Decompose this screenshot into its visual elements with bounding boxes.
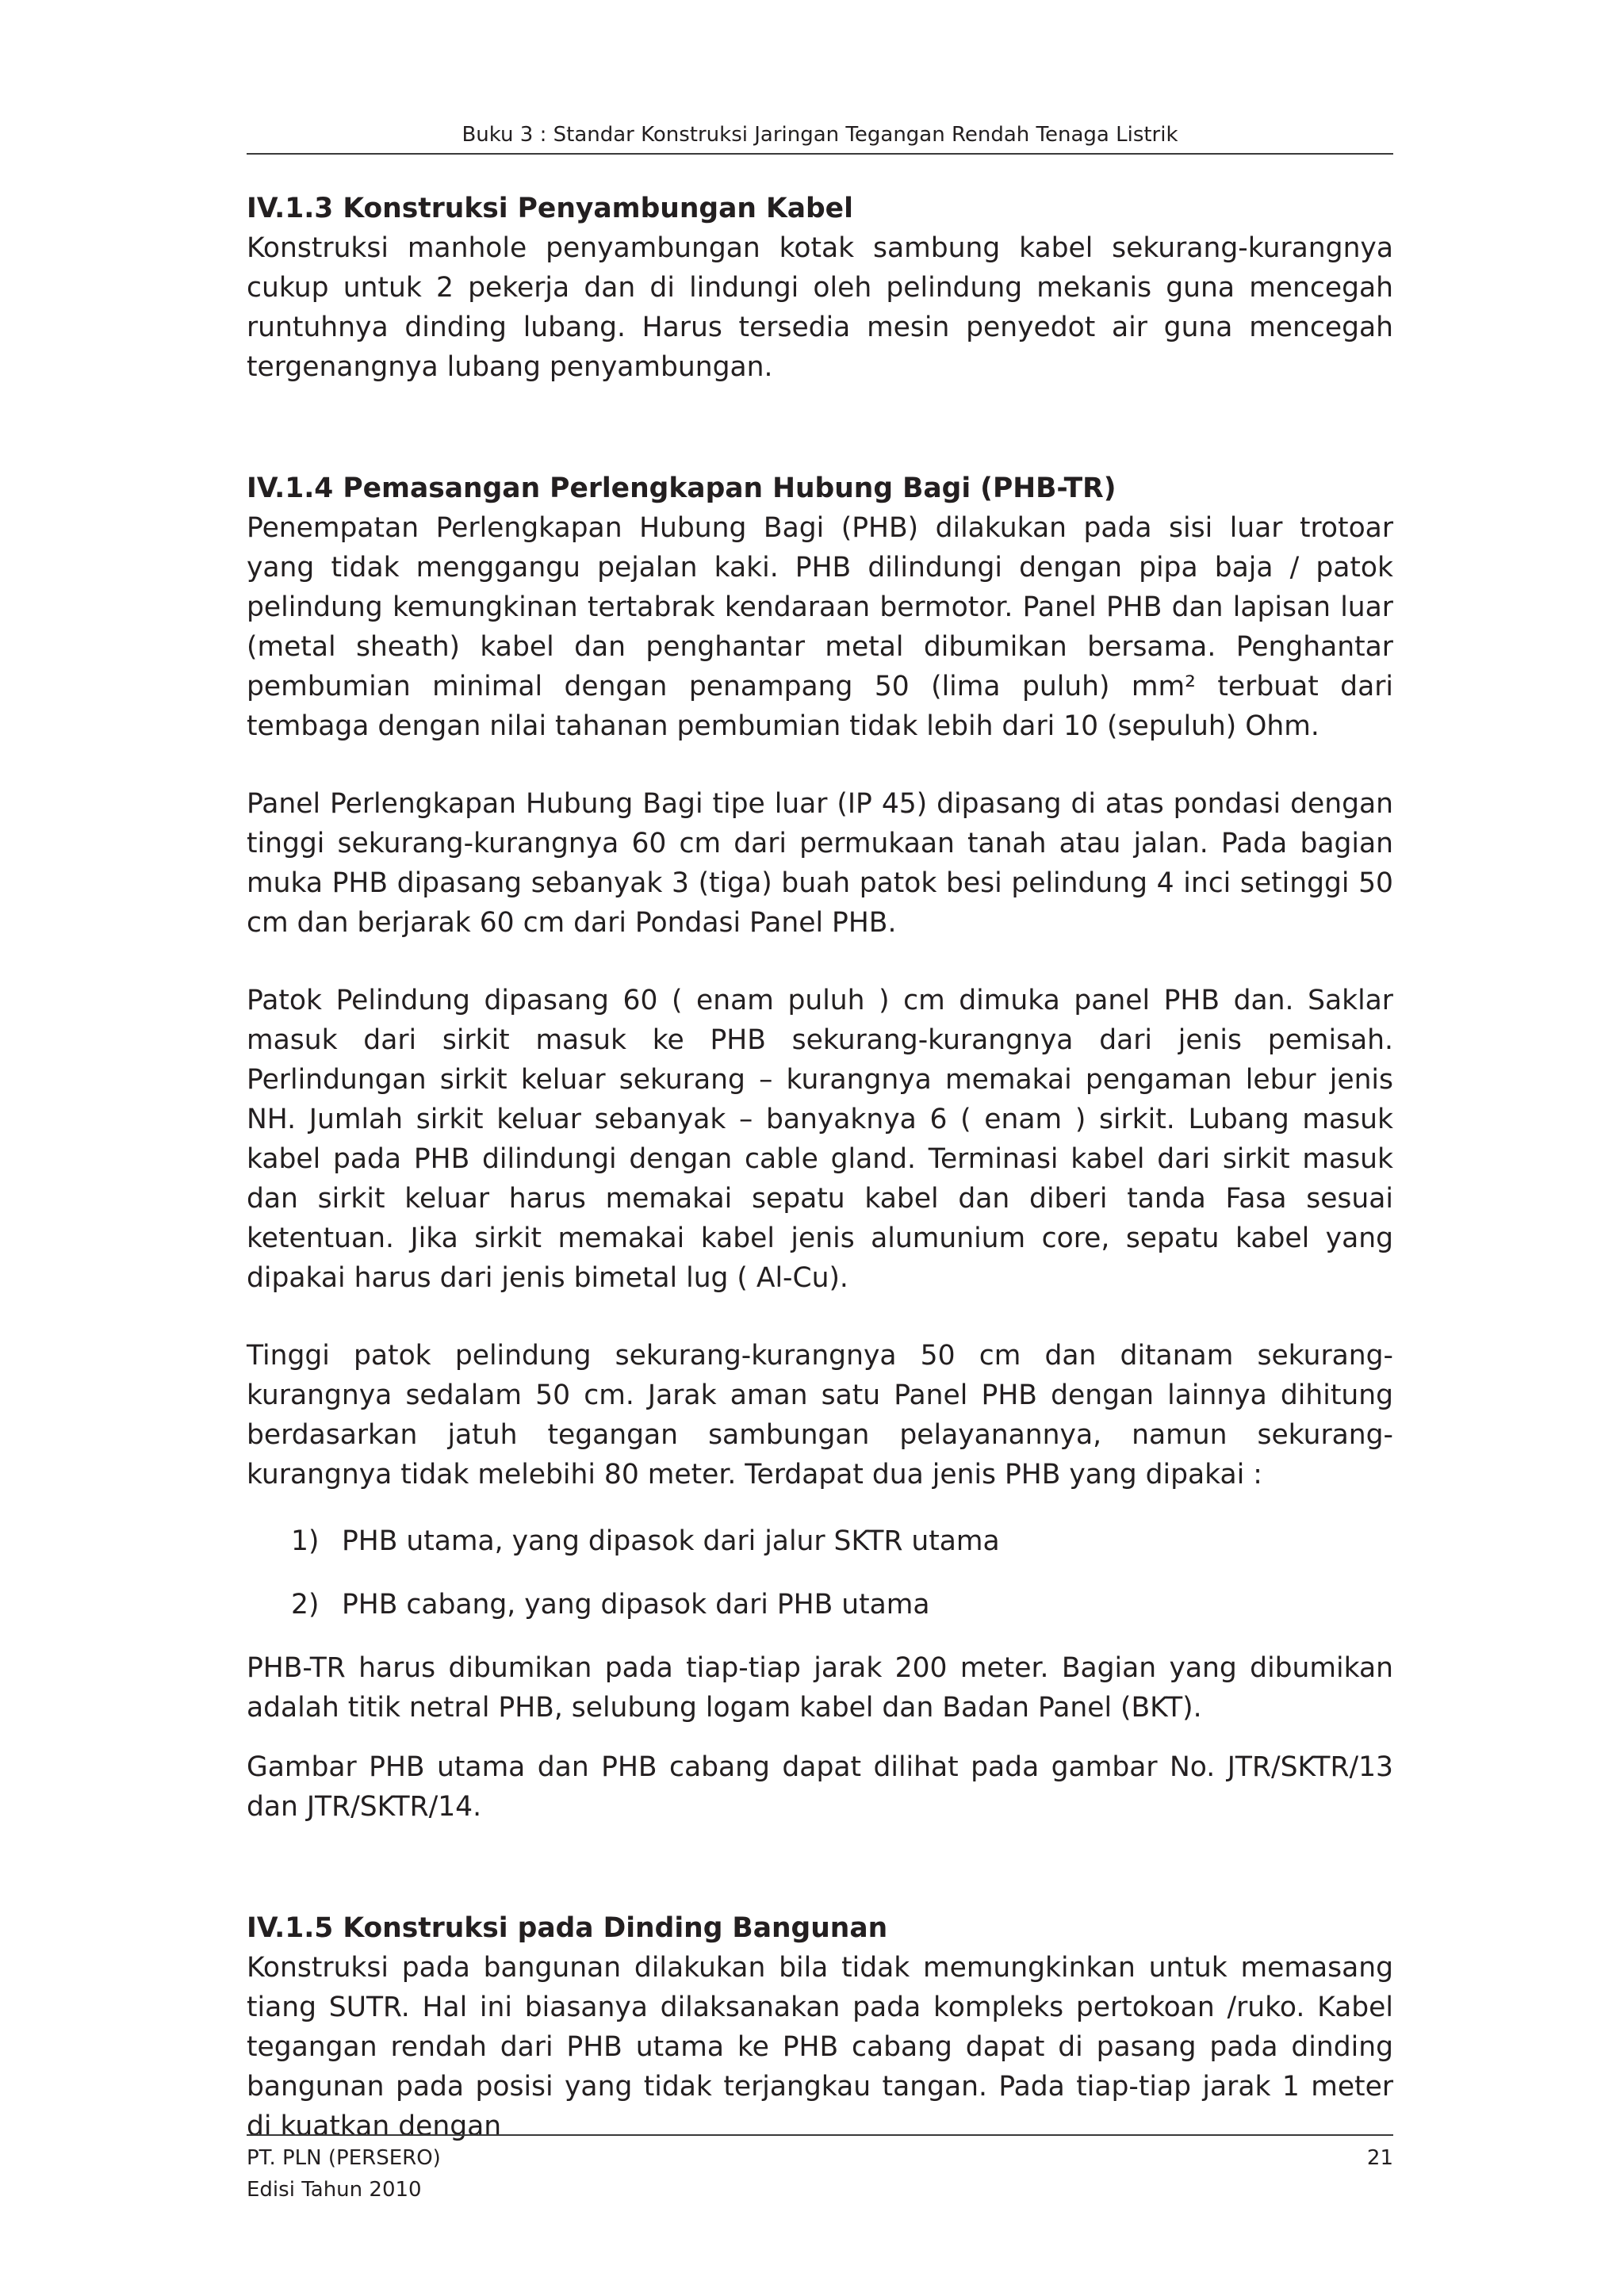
list-number: 1): [291, 1525, 320, 1557]
list-item: [247, 1585, 1393, 1624]
section-title: IV.1.3 Konstruksi Penyambungan Kabel: [247, 193, 853, 224]
list-item: [247, 1521, 1393, 1561]
section-iv-1-4: [247, 469, 1393, 1827]
page-number: 21: [1366, 2146, 1393, 2170]
list-text: PHB utama, yang dipasok dari jalur SKTR utama: [342, 1525, 1000, 1557]
spacer: [247, 746, 1393, 784]
spacer: [247, 387, 1393, 469]
paragraph: Patok Pelindung dipasang 60 ( enam puluh ) cm dimuka panel PHB dan. Saklar masuk dari sirkit masuk ke PHB sekurang-kurangnya dari jenis pemisah. Perlindungan sirkit keluar sekurang – kurangnya memakai pengaman lebur jenis NH. Jumlah sirkit keluar sebanyak – banyaknya 6 ( enam ) sirkit. Lubang masuk kabel pada PHB dilindungi dengan cable gland. Terminasi kabel dari sirkit masuk dan sirkit keluar harus memakai sepatu kabel dan diberi tanda Fasa sesuai ketentuan. Jika sirkit memakai kabel jenis alumunium core, sepatu kabel yang dipakai harus dari jenis bimetal lug ( Al-Cu).: [247, 985, 1393, 1294]
section-iv-1-5: [247, 1908, 1393, 2146]
spacer: [247, 1827, 1393, 1908]
header-rule: [247, 153, 1393, 155]
paragraph: Penempatan Perlengkapan Hubung Bagi (PHB) dilakukan pada sisi luar trotoar yang tidak menggangu pejalan kaki. PHB dilindungi dengan pipa baja / patok pelindung kemungkinan tertabrak kendaraan bermotor. Panel PHB dan lapisan luar (metal sheath) kabel dan penghantar metal dibumikan bersama. Penghantar pembumian minimal dengan penampang 50 (lima puluh) mm² terbuat dari tembaga dengan nilai tahanan pembumian tidak lebih dari 10 (sepuluh) Ohm.: [247, 512, 1393, 742]
footer-company: PT. PLN (PERSERO): [247, 2146, 441, 2170]
spacer: [247, 943, 1393, 981]
paragraph: Konstruksi manhole penyambungan kotak sambung kabel sekurang-kurangnya cukup untuk 2 pekerja dan di lindungi oleh pelindung mekanis guna mencegah runtuhnya dinding lubang. Harus tersedia mesin penyedot air guna mencegah tergenangnya lubang penyambungan.: [247, 232, 1393, 383]
footer-edition: Edisi Tahun 2010: [247, 2178, 422, 2202]
page-content: [247, 189, 1393, 2146]
section-title: IV.1.4 Pemasangan Perlengkapan Hubung Bagi (PHB-TR): [247, 473, 1116, 504]
list-text: PHB cabang, yang dipasok dari PHB utama: [342, 1589, 930, 1621]
spacer: [247, 1298, 1393, 1336]
spacer: [247, 1624, 1393, 1648]
paragraph: Konstruksi pada bangunan dilakukan bila tidak memungkinkan untuk memasang tiang SUTR. Hal ini biasanya dilaksanakan pada kompleks pertokoan /ruko. Kabel tegangan rendah dari PHB utama ke PHB cabang dapat di pasang pada dinding bangunan pada posisi yang tidak terjangkau tangan. Pada tiap-tiap jarak 1 meter di kuatkan dengan: [247, 1952, 1393, 2142]
paragraph: PHB-TR harus dibumikan pada tiap-tiap jarak 200 meter. Bagian yang dibumikan adalah titik netral PHB, selubung logam kabel dan Badan Panel (BKT).: [247, 1652, 1393, 1724]
spacer: [247, 1728, 1393, 1747]
phb-type-list: [247, 1521, 1393, 1624]
footer-rule: [247, 2134, 1393, 2136]
section-iv-1-3: [247, 189, 1393, 387]
paragraph: Tinggi patok pelindung sekurang-kurangnya 50 cm dan ditanam sekurang-kurangnya sedalam 50 cm. Jarak aman satu Panel PHB dengan lainnya dihitung berdasarkan jatuh tegangan sambungan pelayanannya, namun sekurang-kurangnya tidak melebihi 80 meter. Terdapat dua jenis PHB yang dipakai :: [247, 1340, 1393, 1490]
paragraph: Panel Perlengkapan Hubung Bagi tipe luar (IP 45) dipasang di atas pondasi dengan tinggi sekurang-kurangnya 60 cm dari permukaan tanah atau jalan. Pada bagian muka PHB dipasang sebanyak 3 (tiga) buah patok besi pelindung 4 inci setinggi 50 cm dan berjarak 60 cm dari Pondasi Panel PHB.: [247, 788, 1393, 939]
section-title: IV.1.5 Konstruksi pada Dinding Bangunan: [247, 1912, 888, 1944]
running-header: Buku 3 : Standar Konstruksi Jaringan Tegangan Rendah Tenaga Listrik: [462, 123, 1178, 147]
spacer: [247, 1494, 1393, 1521]
footer-publisher: [247, 2142, 441, 2206]
list-number: 2): [291, 1589, 320, 1621]
paragraph: Gambar PHB utama dan PHB cabang dapat dilihat pada gambar No. JTR/SKTR/13 dan JTR/SKTR/14.: [247, 1751, 1393, 1823]
